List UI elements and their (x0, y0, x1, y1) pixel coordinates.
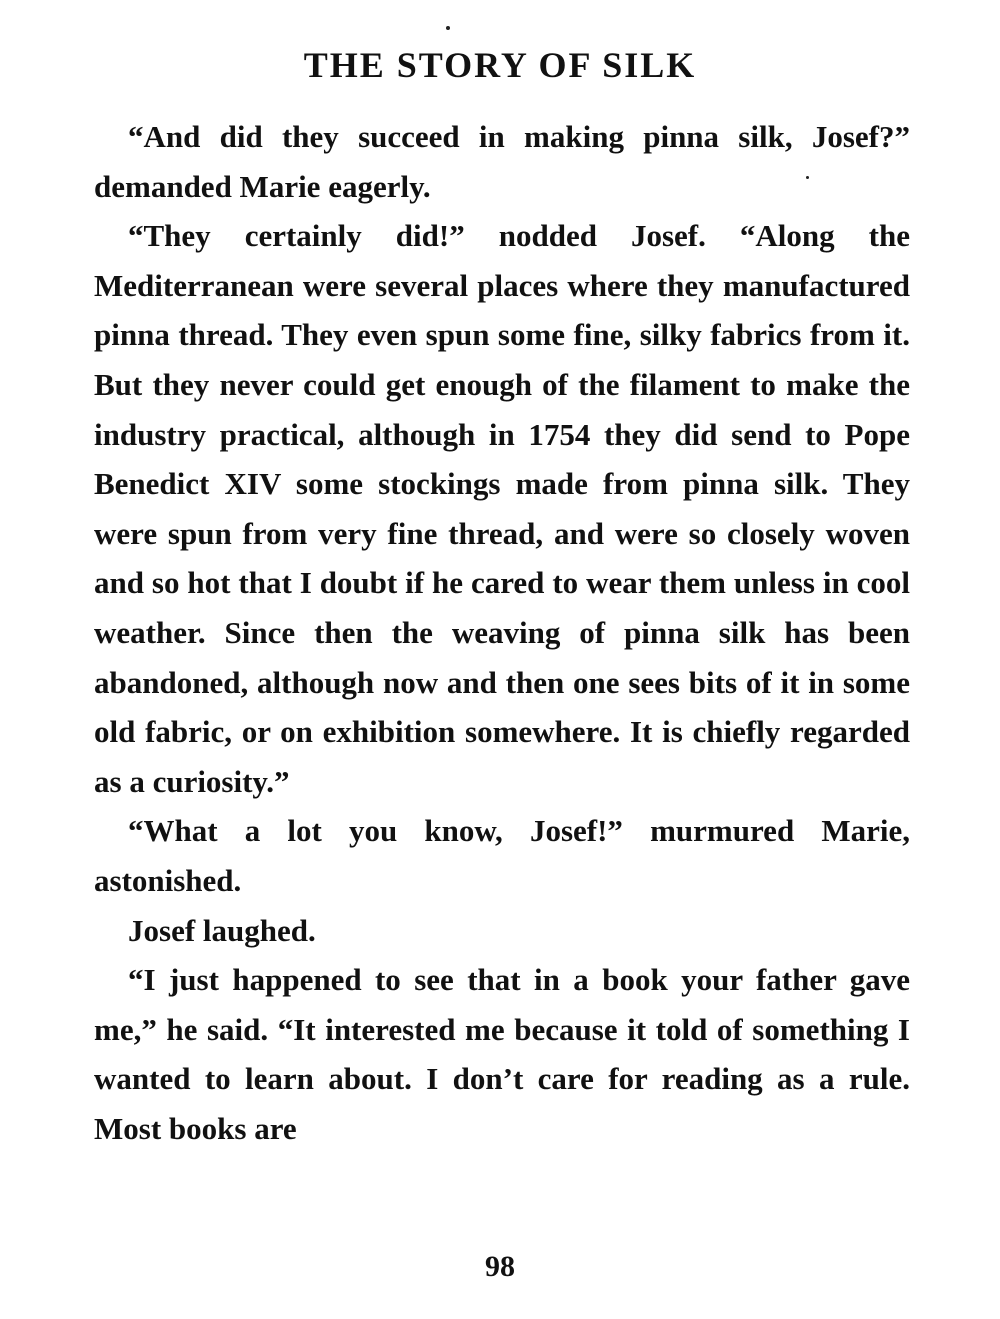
paragraph: “What a lot you know, Josef!” murmured Marie, astonished. (94, 813, 910, 898)
paragraph: Josef laughed. (128, 912, 316, 948)
paragraph: “And did they succeed in making pinna silk, Josef?” demanded Marie eagerly. (94, 119, 910, 204)
running-header: THE STORY OF SILK (303, 45, 697, 85)
page-number: 98 (485, 1250, 515, 1283)
ink-speck (446, 26, 450, 30)
paragraph: “They certainly did!” nodded Josef. “Along the Mediterranean were several places where they manufactured pinna thread. They even spun some fine, silky fabrics from it. But they never could get enough of the filament to make the industry practical, although in 1754 they did send to Pope Benedict XIV some stockings made from pinna silk. They were spun from very fine thread, and were so closely woven and so hot that I doubt if he cared to wear them unless in cool weather. Since then the weaving of pinna silk has been abandoned, although now and then one sees bits of it in some old fabric, or on exhibition somewhere. It is chiefly regarded as a curiosity.” (94, 218, 910, 799)
paragraph: “I just happened to see that in a book your father gave me,” he said. “It interested me because it told of something I wanted to learn about. I don’t care for reading as a rule. Most books are (94, 962, 910, 1146)
body-text (94, 112, 910, 1153)
